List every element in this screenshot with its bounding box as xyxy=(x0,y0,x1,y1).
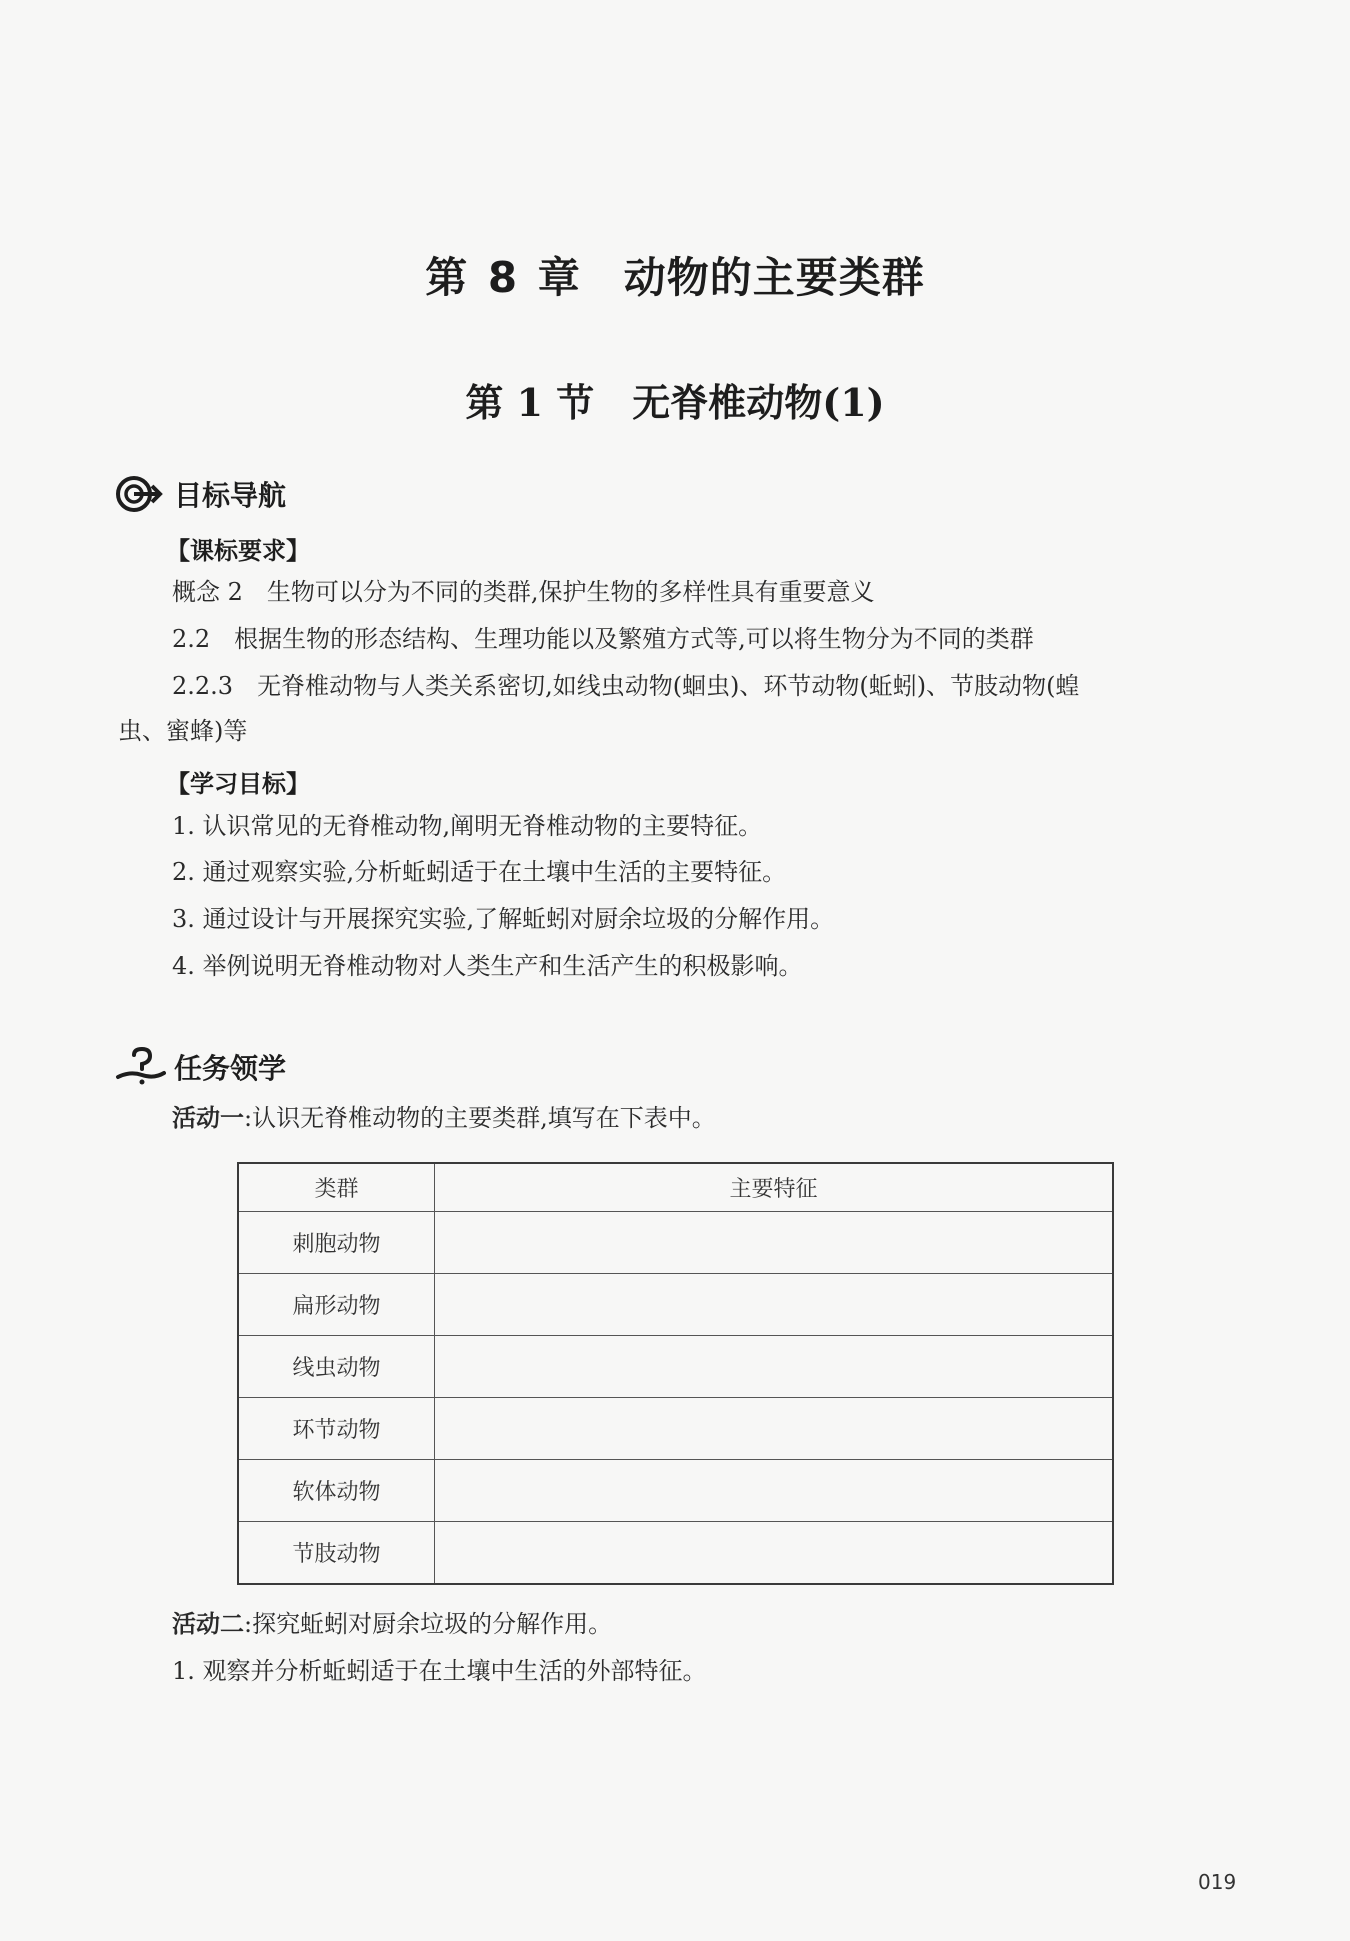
group-cell: 刺胞动物 xyxy=(238,1212,435,1274)
chapter-title: 第 8 章 动物的主要类群 xyxy=(425,253,925,302)
activity-one xyxy=(172,1101,716,1135)
task-heading-text: 任务领学 xyxy=(174,1052,287,1085)
activity-one-text: :认识无脊椎动物的主要类群,填写在下表中。 xyxy=(244,1104,716,1132)
table-header-row xyxy=(238,1163,1113,1212)
activity-two-label: 活动二 xyxy=(172,1610,244,1638)
table-row xyxy=(238,1212,1113,1274)
table-row xyxy=(238,1398,1113,1460)
page-number: 019 xyxy=(1198,1870,1237,1894)
group-cell: 线虫动物 xyxy=(238,1336,435,1398)
table-row xyxy=(238,1336,1113,1398)
table-row xyxy=(238,1274,1113,1336)
group-cell: 扁形动物 xyxy=(238,1274,435,1336)
feature-cell[interactable] xyxy=(435,1274,1114,1336)
table-row xyxy=(238,1460,1113,1522)
section-title: 第 1 节 无脊椎动物(1) xyxy=(465,380,885,425)
table-row xyxy=(238,1522,1113,1585)
curriculum-line: 2.2.3 无脊椎动物与人类关系密切,如线虫动物(蛔虫)、环节动物(蚯蚓)、节肢动物(蝗 xyxy=(172,672,1080,700)
task-heading xyxy=(114,1047,286,1087)
activity-two-item: 1. 观察并分析蚯蚓适于在土壤中生活的外部特征。 xyxy=(172,1657,707,1685)
curriculum-line: 2.2 根据生物的形态结构、生理功能以及繁殖方式等,可以将生物分为不同的类群 xyxy=(172,625,1034,653)
goal-nav-heading-text: 目标导航 xyxy=(174,479,287,512)
feature-cell[interactable] xyxy=(435,1522,1114,1585)
activity-two-text: :探究蚯蚓对厨余垃圾的分解作用。 xyxy=(244,1610,613,1638)
target-arrow-icon xyxy=(114,474,166,514)
feature-cell[interactable] xyxy=(435,1398,1114,1460)
objective-item: 1. 认识常见的无脊椎动物,阐明无脊椎动物的主要特征。 xyxy=(172,812,763,840)
activity-two xyxy=(172,1607,612,1641)
header-group: 类群 xyxy=(238,1163,435,1212)
curriculum-label: 【课标要求】 xyxy=(166,537,310,565)
objective-item: 4. 举例说明无脊椎动物对人类生产和生活产生的积极影响。 xyxy=(172,952,803,980)
group-cell: 节肢动物 xyxy=(238,1522,435,1585)
group-cell: 软体动物 xyxy=(238,1460,435,1522)
goal-nav-heading xyxy=(114,474,286,514)
group-cell: 环节动物 xyxy=(238,1398,435,1460)
objective-item: 3. 通过设计与开展探究实验,了解蚯蚓对厨余垃圾的分解作用。 xyxy=(172,905,835,933)
question-hand-icon xyxy=(114,1047,166,1087)
objective-item: 2. 通过观察实验,分析蚯蚓适于在土壤中生活的主要特征。 xyxy=(172,858,787,886)
invertebrate-table xyxy=(237,1162,1114,1585)
header-features: 主要特征 xyxy=(435,1163,1114,1212)
objectives-label: 【学习目标】 xyxy=(166,770,310,798)
activity-one-label: 活动一 xyxy=(172,1104,244,1132)
feature-cell[interactable] xyxy=(435,1212,1114,1274)
feature-cell[interactable] xyxy=(435,1460,1114,1522)
curriculum-line: 虫、蜜蜂)等 xyxy=(118,717,248,745)
feature-cell[interactable] xyxy=(435,1336,1114,1398)
curriculum-line: 概念 2 生物可以分为不同的类群,保护生物的多样性具有重要意义 xyxy=(172,578,875,606)
